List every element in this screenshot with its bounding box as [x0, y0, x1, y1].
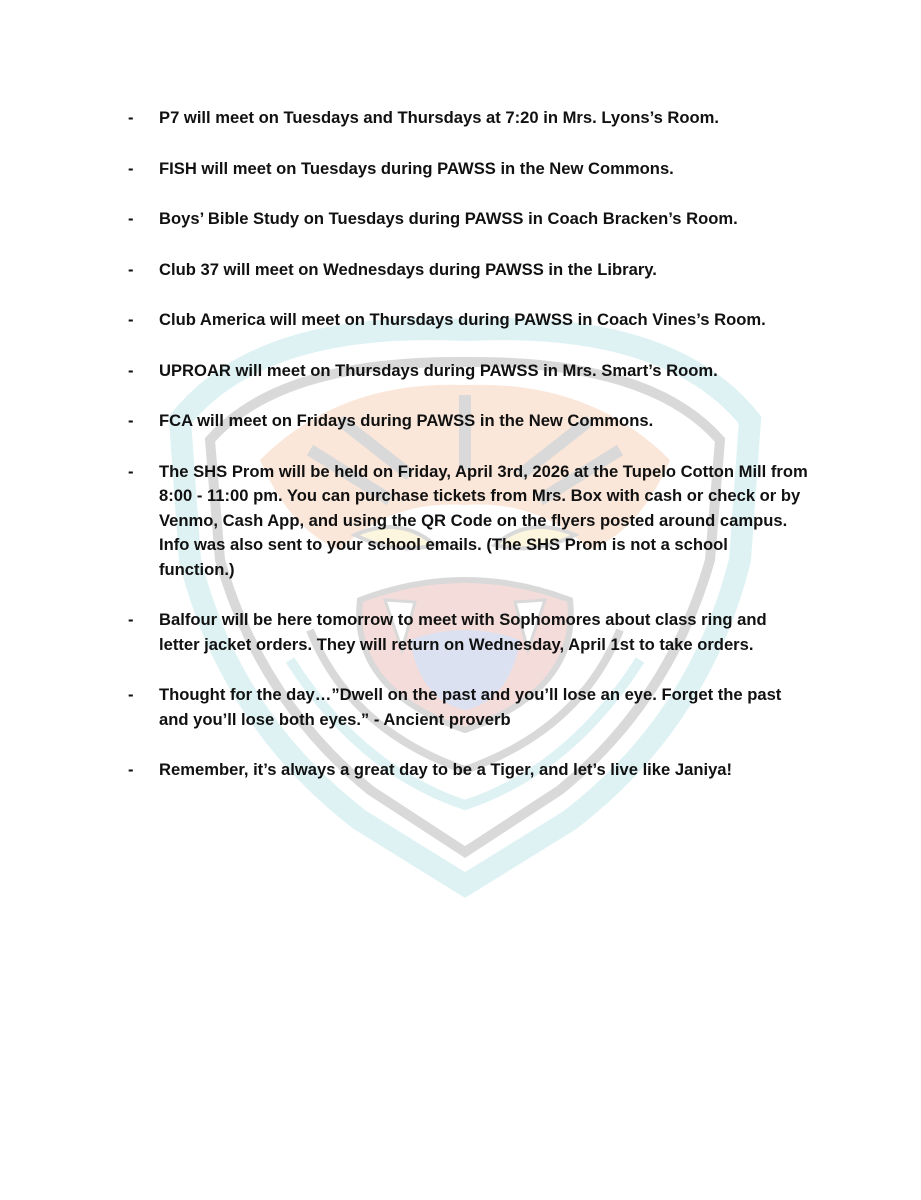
list-item — [128, 106, 808, 131]
list-item — [128, 409, 808, 434]
list-item — [128, 157, 808, 182]
announcement-text: Club 37 will meet on Wednesdays during PAWSS in the Library. — [159, 259, 657, 279]
bullet-dash: - — [128, 209, 134, 228]
announcement-text: FISH will meet on Tuesdays during PAWSS in the New Commons. — [159, 158, 674, 178]
announcement-text: Club America will meet on Thursdays during PAWSS in Coach Vines’s Room. — [159, 310, 766, 329]
announcement-text: Boys’ Bible Study on Tuesdays during PAWSS in Coach Bracken’s Room. — [159, 209, 738, 228]
announcement-text: P7 will meet on Tuesdays and Thursdays at 7:20 in Mrs. Lyons’s Room. — [159, 108, 720, 127]
announcement-text: Remember, it’s always a great day to be a Tiger, and let’s live like Janiya! — [159, 760, 733, 779]
list-item — [128, 207, 808, 232]
announcement-text: The SHS Prom will be held on Friday, April 3rd, 2026 at the Tupelo Cotton Mill from 8:00 - 11:00 pm. You can purchase tickets from Mrs. Box with cash or check or by Venmo, Cash App, and using the QR Code on the flyers posted around campus. Info was also sent to your school emails. (The SHS Prom is not a school function.) — [159, 461, 808, 579]
list-item — [128, 758, 808, 783]
list-item — [128, 258, 808, 283]
bullet-dash: - — [128, 259, 134, 279]
list-item — [128, 359, 808, 384]
list-item — [128, 608, 808, 657]
bullet-dash: - — [128, 108, 134, 127]
announcement-list — [128, 106, 808, 809]
announcement-text: Thought for the day…”Dwell on the past and you’ll lose an eye. Forget the past and you’ll lose both eyes.” - Ancient proverb — [159, 685, 782, 729]
list-item — [128, 308, 808, 333]
announcement-text: UPROAR will meet on Thursdays during PAWSS in Mrs. Smart’s Room. — [159, 360, 718, 380]
announcement-text: FCA will meet on Fridays during PAWSS in the New Commons. — [159, 411, 654, 430]
bullet-dash: - — [128, 158, 134, 178]
bullet-dash: - — [128, 610, 134, 629]
bullet-dash: - — [128, 760, 134, 779]
bullet-dash: - — [128, 411, 134, 430]
list-item — [128, 683, 808, 732]
list-item — [128, 460, 808, 583]
bullet-dash: - — [128, 360, 134, 380]
bullet-dash: - — [128, 310, 134, 329]
announcement-text: Balfour will be here tomorrow to meet with Sophomores about class ring and letter jacket orders. They will return on Wednesday, April 1st to take orders. — [159, 610, 767, 654]
bullet-dash: - — [128, 461, 134, 481]
bullet-dash: - — [128, 685, 134, 704]
